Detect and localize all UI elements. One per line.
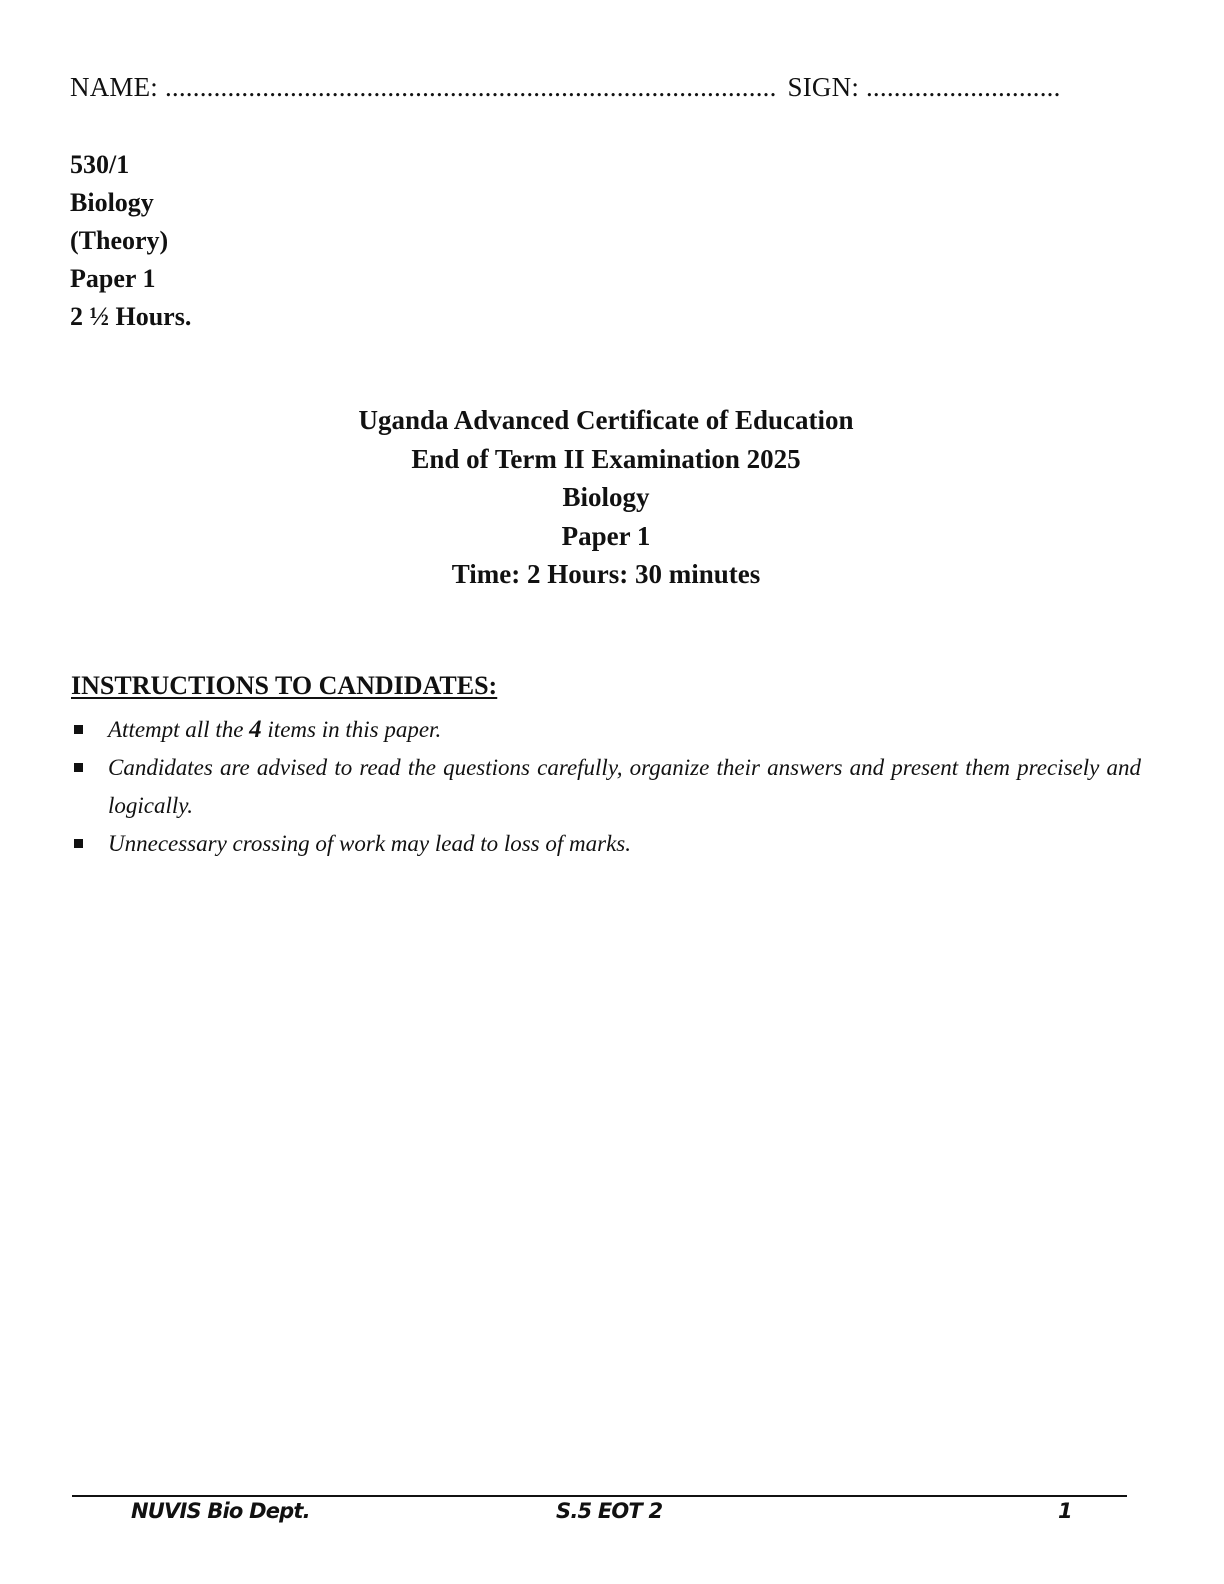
square-bullet-icon (74, 839, 83, 848)
name-field-label: NAME: ........................................................................................ (70, 72, 777, 102)
duration: 2 ½ Hours. (70, 302, 192, 331)
instructions-heading: INSTRUCTIONS TO CANDIDATES: (71, 671, 498, 700)
exam-time: Time: 2 Hours: 30 minutes (451, 559, 761, 589)
subject: Biology (70, 188, 154, 217)
footer-divider (72, 1495, 1127, 1497)
paper-number: Paper 1 (70, 264, 156, 293)
exam-title-block (0, 401, 1212, 594)
paper-type: (Theory) (70, 226, 169, 255)
instruction-item: Unnecessary crossing of work may lead to loss of marks. (71, 825, 1141, 863)
exam-subject: Biology (562, 482, 650, 512)
footer-exam-code: S.5 EOT 2 (556, 1499, 663, 1523)
item-count: 4 (249, 716, 262, 743)
paper-code: 530/1 (70, 150, 130, 179)
square-bullet-icon (74, 763, 83, 772)
name-sign-line (70, 72, 1061, 103)
exam-name: End of Term II Examination 2025 (411, 443, 801, 474)
footer-department: NUVIS Bio Dept. (131, 1499, 310, 1523)
exam-paper: Paper 1 (561, 520, 651, 551)
instructions-list (71, 711, 1141, 863)
exam-board-title: Uganda Advanced Certificate of Education (358, 405, 854, 435)
sign-field-label: SIGN: ............................ (787, 72, 1061, 102)
square-bullet-icon (74, 725, 83, 734)
paper-info (70, 146, 191, 336)
instruction-item: Attempt all the 4 items in this paper. (71, 711, 1141, 749)
page-number: 1 (1058, 1499, 1072, 1523)
instruction-item: Candidates are advised to read the questions carefully, organize their answers and present them precisely and logically. (71, 749, 1141, 825)
